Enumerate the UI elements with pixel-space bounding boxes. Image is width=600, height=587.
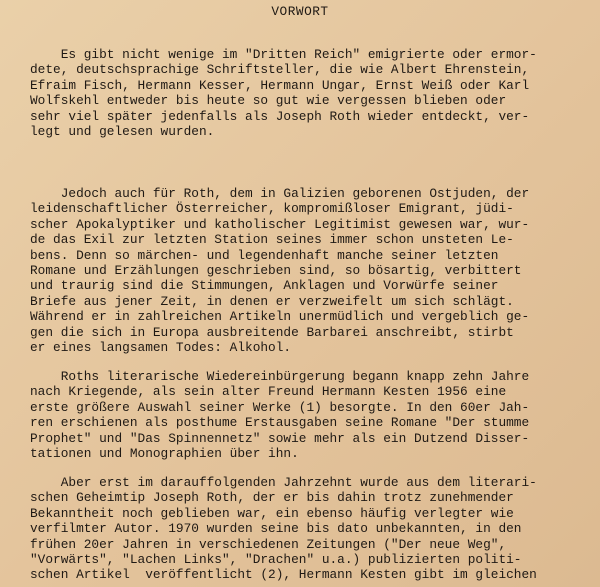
text-line: legt und gelesen wurden. [30, 123, 215, 139]
text-line: Aber erst im darauffolgenden Jahrzehnt wurde aus dem literari- [30, 475, 537, 490]
text-line: tationen und Monographien über ihn. [30, 445, 299, 461]
text-line: Romane und Erzählungen geschrieben sind, so bösartig, verbittert [30, 262, 522, 278]
text-line: dete, deutschsprachige Schriftsteller, die wie Albert Ehrenstein, [30, 62, 530, 78]
text-line: Es gibt nicht wenige im "Dritten Reich" emigrierte oder ermor- [30, 47, 537, 62]
text-line: frühen 20er Jahren in verschiedenen Zeitungen ("Der neue Weg", [30, 536, 507, 552]
text-line: leidenschaftlicher Österreicher, kompromißloser Emigrant, jüdi- [30, 201, 514, 217]
text-line: scher Apokalyptiker und katholischer Legitimist gewesen war, wur- [30, 216, 530, 232]
text-line: verfilmter Autor. 1970 wurden seine bis dato unbekannten, in den [30, 521, 522, 537]
text-line: sehr viel später jedenfalls als Joseph Roth wieder entdeckt, ver- [30, 108, 530, 124]
text-line: er eines langsamen Todes: Alkohol. [30, 339, 292, 355]
text-line: Prophet" und "Das Spinnennetz" sowie mehr als ein Dutzend Disser- [30, 430, 530, 446]
text-line: erste größere Auswahl seiner Werke (1) besorgte. In den 60er Jah- [30, 399, 530, 415]
text-line: bens. Denn so märchen- und legendenhaft manche seiner letzten [30, 247, 499, 263]
text-line: Roths literarische Wiedereinbürgerung begann knapp zehn Jahre [30, 369, 530, 384]
text-line: ren erschienen als posthume Erstausgaben seine Romane "Der stumme [30, 415, 530, 431]
text-line: schen Geheimtip Joseph Roth, der er bis dahin trotz zunehmender [30, 490, 514, 506]
paragraph-4 [30, 475, 595, 583]
text-line: de das Exil zur letzten Station seines immer schon unsteten Le- [30, 232, 514, 248]
text-line: Efraim Fisch, Hermann Kesser, Hermann Ungar, Ernst Weiß oder Karl [30, 77, 530, 93]
text-line: nach Kriegende, als sein alter Freund Hermann Kesten 1956 eine [30, 384, 507, 400]
text-line: Jedoch auch für Roth, dem in Galizien geborenen Ostjuden, der [30, 186, 530, 201]
text-line: Während er in zahlreichen Artikeln unermüdlich und vergeblich ge- [30, 309, 530, 325]
text-line: schen Artikel veröffentlicht (2), Hermann Kesten gibt im gleichen [30, 567, 537, 583]
text-line: gen die sich in Europa ausbreitende Barbarei anschreibt, stirbt [30, 324, 514, 340]
text-line: und traurig sind die Stimmungen, Anklagen und Vorwürfe seiner [30, 278, 499, 294]
paragraph-2 [30, 186, 595, 355]
text-line: Briefe aus jener Zeit, in denen er verzweifelt um sich schlägt. [30, 293, 514, 309]
text-line: Bekanntheit noch geblieben war, ein ebenso häufig verlegter wie [30, 505, 514, 521]
page-title: VORWORT [271, 4, 329, 19]
paragraph-1 [30, 47, 595, 139]
text-line: Wolfskehl entweder bis heute so gut wie vergessen blieben oder [30, 93, 507, 109]
text-line: "Vorwärts", "Lachen Links", "Drachen" u.a.) publizierten politi- [30, 551, 522, 567]
paragraph-3 [30, 369, 595, 461]
